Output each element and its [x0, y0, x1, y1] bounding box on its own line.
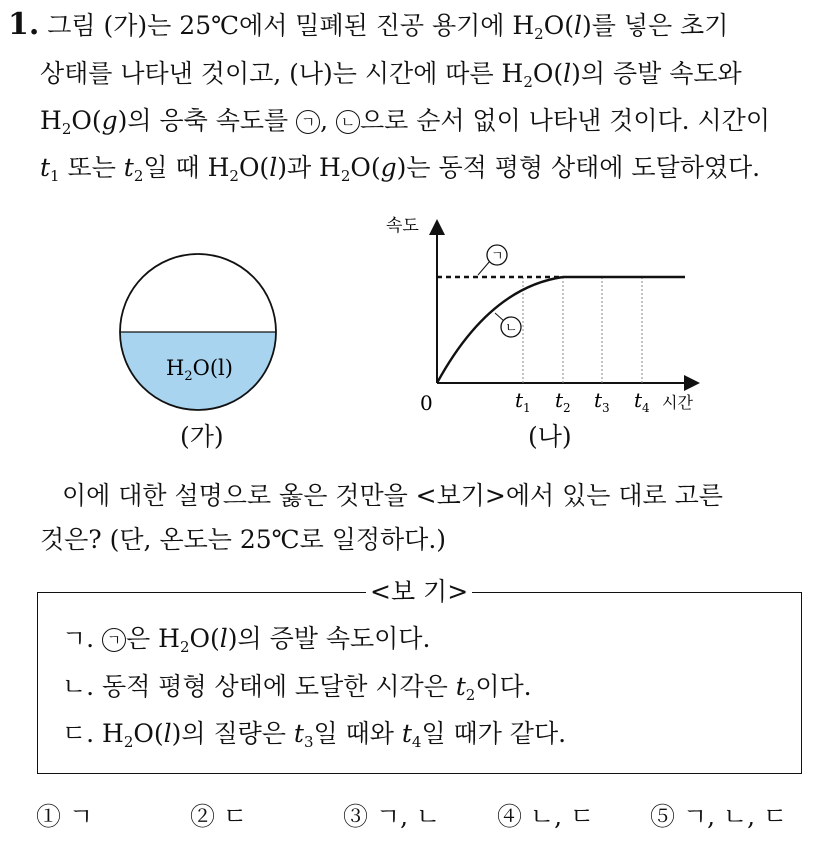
italic-symbol: l — [269, 153, 278, 182]
choice-2[interactable]: ② ㄷ — [190, 802, 248, 831]
italic-symbol: l — [563, 59, 572, 88]
question-text: H — [40, 106, 62, 135]
italic-symbol: g — [380, 153, 397, 182]
subscript: 2 — [179, 638, 190, 656]
tick-label-t4: $t_4$ — [634, 388, 650, 415]
question-text: O( — [532, 59, 564, 88]
x-axis-label: 시간 — [662, 393, 693, 412]
tick-label-t2: $t_2$ — [555, 388, 571, 415]
italic-symbol: t — [123, 153, 134, 182]
question-text: 상태를 나타낸 것이고, (나)는 시간에 따른 H — [40, 59, 524, 88]
item-text: 일 때와 — [313, 719, 402, 748]
question-text: O( — [71, 106, 102, 135]
subscript: 1 — [50, 167, 60, 185]
choice-5[interactable]: ⑤ ㄱ, ㄴ, ㄷ — [650, 802, 788, 831]
series-a-label: ㄱ — [491, 249, 504, 264]
bogi-item-2 — [62, 670, 532, 704]
item-text: )의 증발 속도이다. — [227, 624, 431, 653]
followup-line-1: 이에 대한 설명으로 옳은 것만을 <보기>에서 있는 대로 고른 — [62, 481, 723, 510]
item-text: 은 H — [126, 624, 180, 653]
item-text: O( — [133, 719, 164, 748]
item-text: ㄱ. — [62, 624, 103, 653]
callout-b — [495, 313, 504, 321]
callout-a — [478, 261, 490, 275]
subscript: 2 — [229, 167, 239, 185]
item-text: 이다. — [475, 672, 532, 701]
question-text: 일 때 H — [143, 153, 230, 182]
question-line-2 — [40, 57, 742, 91]
circled-mark-a: ㄱ — [102, 628, 126, 652]
italic-symbol: g — [101, 106, 118, 135]
italic-symbol: t — [293, 719, 304, 748]
question-number: 1. — [8, 7, 40, 42]
question-text: 또는 — [59, 153, 124, 182]
origin-label: 0 — [420, 391, 433, 415]
followup-line-2: 것은? (단, 온도는 25℃로 일정하다.) — [40, 525, 447, 554]
question-text: , — [320, 106, 337, 135]
question-line-3 — [40, 104, 770, 138]
italic-symbol: t — [455, 672, 466, 701]
item-text: )의 질량은 — [171, 719, 294, 748]
choice-4[interactable]: ④ ㄴ, ㄷ — [497, 802, 595, 831]
italic-symbol: l — [219, 624, 228, 653]
subscript: 2 — [61, 120, 72, 138]
subscript: 2 — [465, 686, 476, 704]
question-text: )과 H — [277, 153, 341, 182]
question-line-4 — [40, 151, 760, 185]
choice-1[interactable]: ① ㄱ — [36, 802, 94, 831]
bogi-item-1 — [62, 622, 430, 656]
question-text: O( — [238, 153, 270, 182]
circled-mark-a: ㄱ — [296, 110, 320, 134]
italic-symbol: t — [401, 719, 412, 748]
item-text: ㄷ. H — [62, 719, 124, 748]
item-text: O( — [189, 624, 220, 653]
figure-b-caption: (나) — [528, 422, 572, 451]
question-text: O( — [543, 11, 574, 40]
liquid-label: $H_2O(l)$ — [166, 356, 233, 384]
figure-a-caption: (가) — [180, 422, 224, 451]
question-line-1 — [8, 8, 728, 43]
subscript: 2 — [534, 25, 544, 43]
subscript: 2 — [523, 73, 533, 91]
series-b-label: ㄴ — [505, 321, 518, 336]
item-text: 일 때가 같다. — [421, 719, 567, 748]
y-axis-label: 속도 — [386, 216, 419, 236]
series-b-curve — [437, 277, 563, 383]
question-text: 그림 (가)는 25℃에서 밀폐된 진공 용기에 H — [47, 11, 535, 40]
bogi-item-3 — [62, 717, 566, 751]
italic-symbol: l — [573, 11, 582, 40]
question-text: 으로 순서 없이 나타낸 것이다. 시간이 — [360, 106, 770, 135]
subscript: 4 — [411, 733, 422, 751]
subscript: 2 — [123, 733, 134, 751]
question-text: )는 동적 평형 상태에 도달하였다. — [396, 153, 761, 182]
question-text: )를 넣은 초기 — [581, 11, 729, 40]
question-text: )의 증발 속도와 — [571, 59, 742, 88]
subscript: 3 — [303, 733, 314, 751]
bogi-title: <보 기> — [366, 576, 472, 608]
tick-label-t1: $t_1$ — [515, 388, 531, 415]
question-text: )의 응축 속도를 — [117, 106, 297, 135]
subscript: 2 — [340, 167, 351, 185]
question-text: O( — [350, 153, 381, 182]
subscript: 2 — [133, 167, 144, 185]
circled-mark-b: ㄴ — [336, 110, 360, 134]
rate-chart — [380, 205, 720, 450]
choice-3[interactable]: ③ ㄱ, ㄴ — [343, 802, 441, 831]
italic-symbol: t — [40, 153, 51, 182]
tick-label-t3: $t_3$ — [594, 388, 610, 415]
item-text: ㄴ. 동적 평형 상태에 도달한 시각은 — [62, 672, 456, 701]
italic-symbol: l — [163, 719, 172, 748]
